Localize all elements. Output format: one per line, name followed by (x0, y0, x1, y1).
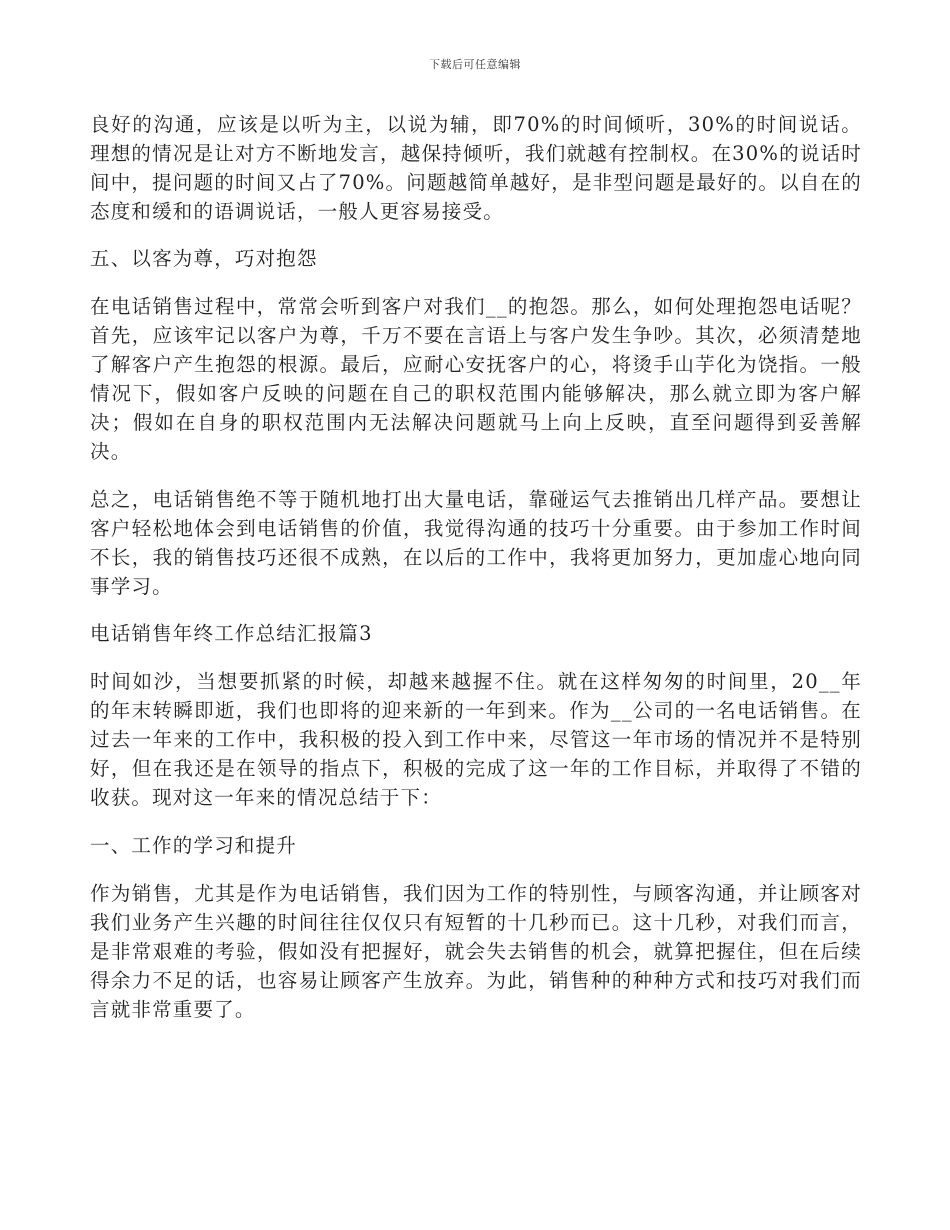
paragraph-learning: 作为销售，尤其是作为电话销售，我们因为工作的特别性，与顾客沟通，并让顾客对我们业务产生兴趣的时间往往仅仅只有短暂的十几秒而已。这十几秒，对我们而言，是非常艰难的考验，假如没有把握好，就会失去销售的机会，就算把握住，但在后续得余力不足的话，也容易让顾客产生放弃。为此，销售种的种种方式和技巧对我们而言就非常重要了。 (90, 882, 862, 1021)
paragraph-year-intro: 时间如沙，当想要抓紧的时候，却越来越握不住。就在这样匆匆的时间里，20__年的年末转瞬即逝，我们也即将的迎来新的一年到来。作为__公司的一名电话销售。在过去一年来的工作中，我积极的投入到工作中来，尽管这一年市场的情况并不是特别好，但在我还是在领导的指点下，积极的完成了这一年的工作目标，并取得了不错的收获。现对这一年来的情况总结于下： (90, 670, 862, 809)
paragraph-communication: 良好的沟通，应该是以听为主，以说为辅，即70%的时间倾听，30%的时间说话。理想的情况是让对方不断地发言，越保持倾听，我们就越有控制权。在30%的说话时间中，提问题的时间又占了70%。问题越简单越好，是非型问题是最好的。以自在的态度和缓和的语调说话，一般人更容易接受。 (90, 113, 862, 223)
page-header: 下载后可任意编辑 (429, 58, 521, 71)
article-title-3: 电话销售年终工作总结汇报篇3 (90, 622, 373, 645)
paragraph-summary: 总之，电话销售绝不等于随机地打出大量电话，靠碰运气去推销出几样产品。要想让客户轻松地体会到电话销售的价值，我觉得沟通的技巧十分重要。由于参加工作时间不长，我的销售技巧还很不成熟，在以后的工作中，我将更加努力，更加虚心地向同事学习。 (90, 488, 862, 598)
section-heading-five: 五、以客为尊，巧对抱怨 (90, 247, 318, 270)
paragraph-complaints: 在电话销售过程中，常常会听到客户对我们__的抱怨。那么，如何处理抱怨电话呢？首先，应该牢记以客户为尊，千万不要在言语上与客户发生争吵。其次，必须清楚地了解客户产生抱怨的根源。最后，应耐心安抚客户的心，将烫手山芋化为饶指。一般情况下，假如客户反映的问题在自己的职权范围内能够解决，那么就立即为客户解决；假如在自身的职权范围内无法解决问题就马上向上反映，直至问题得到妥善解决。 (90, 295, 862, 463)
document-body (90, 110, 862, 1042)
section-heading-one: 一、工作的学习和提升 (90, 834, 298, 857)
